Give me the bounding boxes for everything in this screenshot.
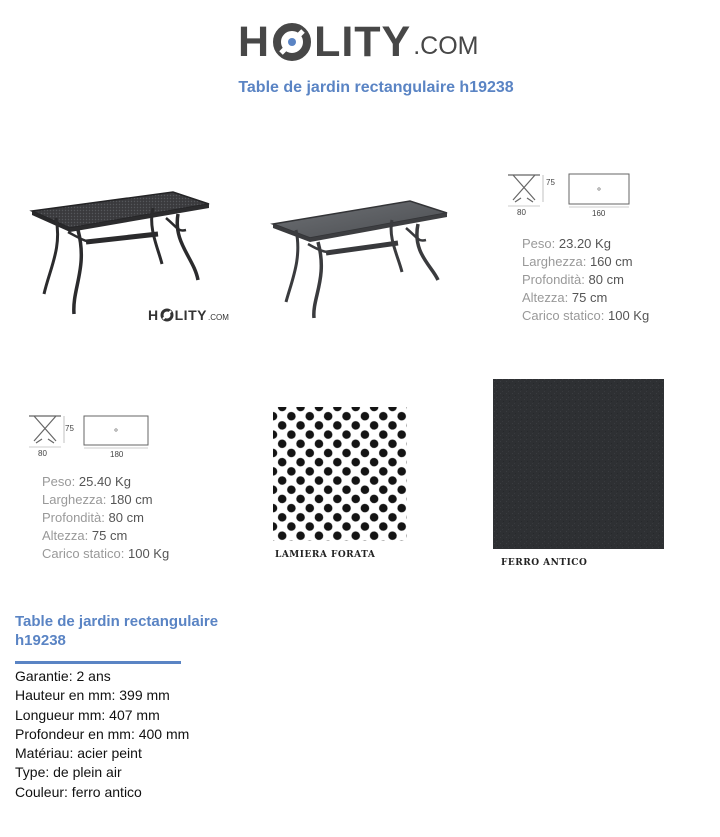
spec-row: Larghezza: 180 cm	[42, 492, 153, 507]
finish-label: FERRO ANTICO	[501, 558, 588, 568]
property-item: Couleur: ferro antico	[15, 783, 142, 800]
dim-height-2: 75	[65, 424, 74, 433]
page-title: Table de jardin rectangulaire h19238	[238, 79, 514, 96]
spec-list-2	[42, 473, 169, 563]
product-image-grey-table[interactable]	[270, 198, 450, 320]
logo-suffix: .COM	[413, 32, 479, 60]
watermark-suffix: .COM	[207, 313, 229, 322]
property-item: Type: de plein air	[15, 764, 122, 781]
dim-depth-2: 80	[38, 449, 47, 458]
spec-row: Profondità: 80 cm	[522, 272, 624, 287]
spec-row: Peso: 23.20 Kg	[522, 236, 611, 251]
logo-text-right: LITY	[314, 18, 412, 66]
perforated-sheet-swatch[interactable]	[273, 407, 407, 541]
watermark-o-icon	[160, 308, 174, 322]
spec-list-1	[522, 235, 649, 325]
spec-row: Carico statico: 100 Kg	[522, 308, 650, 323]
finish-swatch[interactable]	[493, 379, 664, 549]
logo-o-icon	[272, 22, 312, 62]
logo-text-left: H	[238, 18, 271, 66]
property-item: Hauteur en mm: 399 mm	[15, 687, 170, 704]
spec-row: Larghezza: 160 cm	[522, 254, 633, 269]
property-item: Garantie: 2 ans	[15, 668, 111, 684]
details-heading: Table de jardin rectangulaire h19238	[15, 613, 219, 649]
spec-row: Altezza: 75 cm	[522, 290, 608, 305]
dim-length-1: 160	[592, 209, 606, 218]
dim-height-1: 75	[546, 178, 555, 187]
spec-row: Profondità: 80 cm	[42, 510, 144, 525]
product-image-dark-table[interactable]	[28, 188, 213, 318]
dim-depth-1: 80	[517, 208, 526, 217]
watermark-logo	[148, 307, 229, 323]
heading-divider	[15, 661, 181, 664]
property-item: Matériau: acier peint	[15, 745, 142, 762]
property-item: Profondeur en mm: 400 mm	[15, 725, 190, 742]
watermark-text-left: H	[148, 307, 159, 323]
watermark-text-right: LITY	[174, 307, 207, 323]
spec-row: Carico statico: 100 Kg	[42, 546, 170, 561]
property-list	[15, 667, 189, 802]
property-item: Longueur mm: 407 mm	[15, 706, 160, 723]
spec-row: Peso: 25.40 Kg	[42, 474, 131, 489]
perforated-sheet-label: LAMIERA FORATA	[275, 550, 376, 560]
brand-logo[interactable]	[238, 18, 479, 66]
spec-row: Altezza: 75 cm	[42, 528, 128, 543]
dim-length-2: 180	[110, 450, 124, 459]
